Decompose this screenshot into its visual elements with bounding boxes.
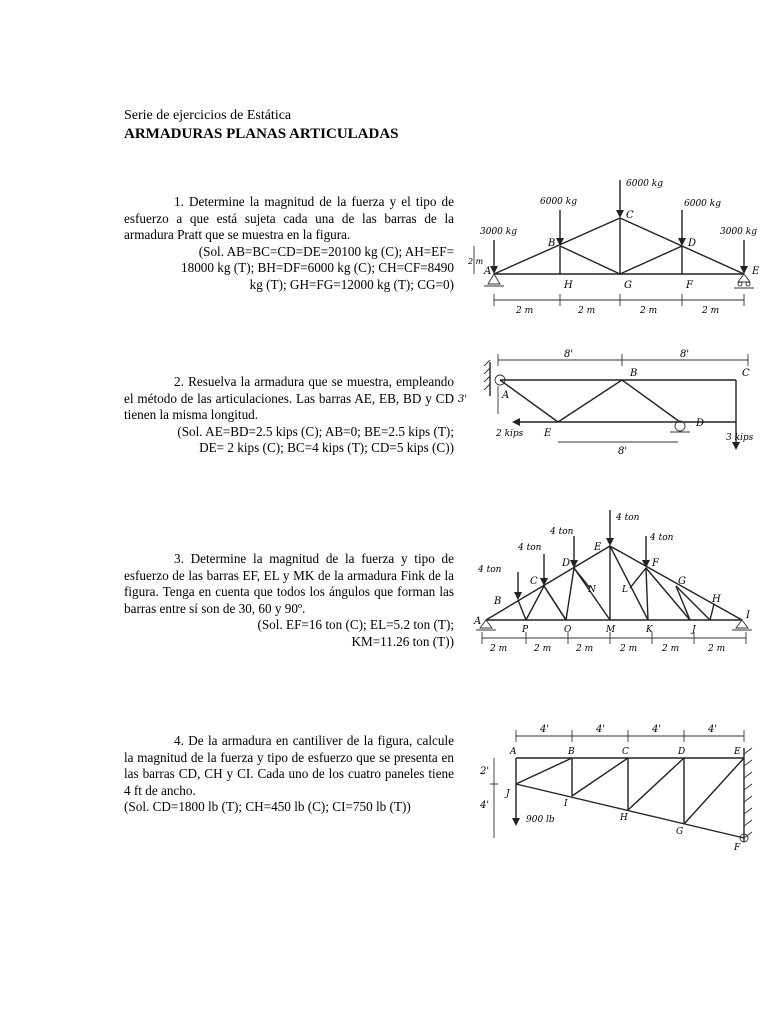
node-label: D — [678, 747, 686, 757]
problem-2-solution-line-2: DE= 2 kips (C); BC=4 kips (T); CD=5 kips (C)) — [199, 440, 454, 455]
problem-3-solution-line-1: (Sol. EF=16 ton (C); EL=5.2 ton (T); — [257, 617, 454, 632]
series-heading: Serie de ejercicios de Estática — [124, 108, 292, 123]
node-label: N — [588, 585, 596, 595]
wall — [744, 748, 752, 842]
node-label: D — [562, 558, 571, 569]
node-label: E — [594, 542, 602, 553]
problem-3-solution-line-2: KM=11.26 ton (T)) — [351, 633, 454, 649]
span-dimension: 2 m — [702, 306, 720, 316]
problem-1 — [124, 194, 454, 293]
load-label: 4 ton — [550, 527, 574, 537]
load-label: 4 ton — [650, 533, 674, 543]
span-dimension: 2 m — [640, 306, 658, 316]
problem-1-solution-line-2: 18000 kg (T); BH=DF=6000 kg (C); CH=CF=8490 — [181, 260, 454, 275]
problem-1-solution-line-1: (Sol. AB=BC=CD=DE=20100 kg (C); AH=EF= — [198, 243, 454, 259]
node-label: H — [620, 813, 628, 823]
top-dimension: 4' — [540, 724, 550, 735]
truss-members — [500, 380, 736, 422]
load-label: 6000 kg — [626, 179, 663, 189]
truss-members — [486, 546, 742, 620]
node-label: I — [564, 799, 568, 809]
node-label: G — [676, 827, 684, 837]
node-label: D — [696, 418, 705, 429]
problem-4-statement: 4. De la armadura en cantiliver de la figura, calcule la magnitud de la fuerza y tipo de esfuerzo que se presenta en las barras CD, CH y CI. Cada uno de los cuatro paneles tiene 4 ft de ancho. — [124, 733, 454, 798]
node-label: F — [686, 280, 693, 291]
load-label: 3000 kg — [720, 227, 757, 237]
span-dimension: 2 m — [490, 644, 508, 654]
span-dimension: 2 m — [534, 644, 552, 654]
height-dimension: 2 m — [468, 257, 484, 266]
load-label: 6000 kg — [684, 199, 721, 209]
load-arrows — [490, 180, 748, 274]
dimension-lines — [498, 354, 748, 442]
load-label: 4 ton — [518, 543, 542, 553]
node-label: A — [510, 747, 517, 757]
problem-2-solution-line-1: (Sol. AE=BD=2.5 kips (C); AB=0; BE=2.5 kips (T); — [177, 423, 454, 439]
load-label: 3000 kg — [480, 227, 517, 237]
load-label: 900 lb — [526, 815, 555, 825]
span-dimension: 2 m — [708, 644, 726, 654]
node-label: G — [678, 576, 686, 587]
bottom-dimension: 8' — [618, 446, 628, 457]
node-label: B — [568, 747, 575, 757]
node-label: E — [544, 428, 552, 439]
problem-4 — [124, 733, 454, 816]
node-label: C — [626, 210, 634, 221]
node-label: G — [624, 280, 632, 291]
problem-3-statement: 3. Determine la magnitud de la fuerza y tipo de esfuerzo de las barras EF, EL y MK de la armadura Fink de la figura. Tenga en cuenta que todos los ángulos que forman las barras entre sí son de 30, 60 y 90º. — [124, 551, 454, 616]
problem-2-statement: 2. Resuelva la armadura que se muestra, empleando el método de las articulaciones. Las barras AE, EB, BD y CD tienen la misma longitud. — [124, 374, 454, 422]
node-label: C — [530, 576, 538, 587]
truss-members — [494, 218, 744, 274]
node-label: L — [622, 585, 628, 595]
node-label: H — [712, 594, 721, 605]
load-label: 4 ton — [616, 513, 640, 523]
node-label: J — [692, 625, 696, 635]
span-dimension: 2 m — [662, 644, 680, 654]
load-label: 2 kips — [496, 429, 524, 439]
node-label: J — [506, 789, 510, 799]
node-label: A — [502, 390, 510, 401]
top-dimension: 8' — [680, 349, 690, 360]
problem-3 — [124, 551, 454, 650]
top-dimension: 4' — [596, 724, 606, 735]
side-dimension: 2' — [480, 766, 490, 777]
span-dimension: 2 m — [516, 306, 534, 316]
load-arrow — [512, 784, 520, 826]
truss-members — [516, 758, 744, 838]
span-dimension: 2 m — [576, 644, 594, 654]
top-dimension: 8' — [564, 349, 574, 360]
node-label: A — [484, 266, 492, 277]
figure-4-cantilever-truss — [476, 720, 762, 855]
node-label: O — [564, 625, 572, 635]
figure-3-fink-truss — [470, 508, 760, 658]
side-dimension: 3' — [458, 394, 468, 405]
document-title: ARMADURAS PLANAS ARTICULADAS — [124, 126, 399, 142]
node-label: B — [548, 238, 556, 249]
load-label: 6000 kg — [540, 197, 577, 207]
node-label: B — [630, 368, 638, 379]
node-label: I — [746, 610, 750, 621]
node-label: H — [564, 280, 573, 291]
side-dimension: 4' — [480, 800, 490, 811]
supports — [484, 274, 754, 288]
span-dimension: 2 m — [578, 306, 596, 316]
load-label: 4 ton — [478, 565, 502, 575]
problem-1-solution-line-3: kg (T); GH=FG=12000 kg (T); CG=0) — [249, 276, 454, 292]
problem-4-solution-line-1: (Sol. CD=1800 lb (T); CH=450 lb (C); CI=750 lb (T)) — [124, 799, 411, 814]
top-dimension: 4' — [652, 724, 662, 735]
node-label: P — [522, 625, 529, 635]
node-label: B — [494, 596, 502, 607]
figure-1-pratt-truss — [466, 170, 766, 320]
node-label: K — [646, 625, 653, 635]
problem-2 — [124, 374, 454, 457]
node-label: C — [622, 747, 629, 757]
figure-2-truss — [458, 340, 758, 465]
node-label: C — [742, 368, 750, 379]
span-dimension: 2 m — [620, 644, 638, 654]
node-label: A — [474, 616, 482, 627]
node-label: E — [734, 747, 741, 757]
node-label: F — [652, 558, 659, 569]
node-label: E — [752, 266, 760, 277]
node-label: D — [688, 238, 697, 249]
load-label: 3 kips — [726, 433, 754, 443]
node-label: F — [734, 843, 741, 853]
top-dimension: 4' — [708, 724, 718, 735]
problem-1-statement: 1. Determine la magnitud de la fuerza y el tipo de esfuerzo a que está sujeta cada una de las barras de la armadura Pratt que se muestra en la figura. — [124, 194, 454, 242]
node-label: M — [606, 625, 616, 635]
